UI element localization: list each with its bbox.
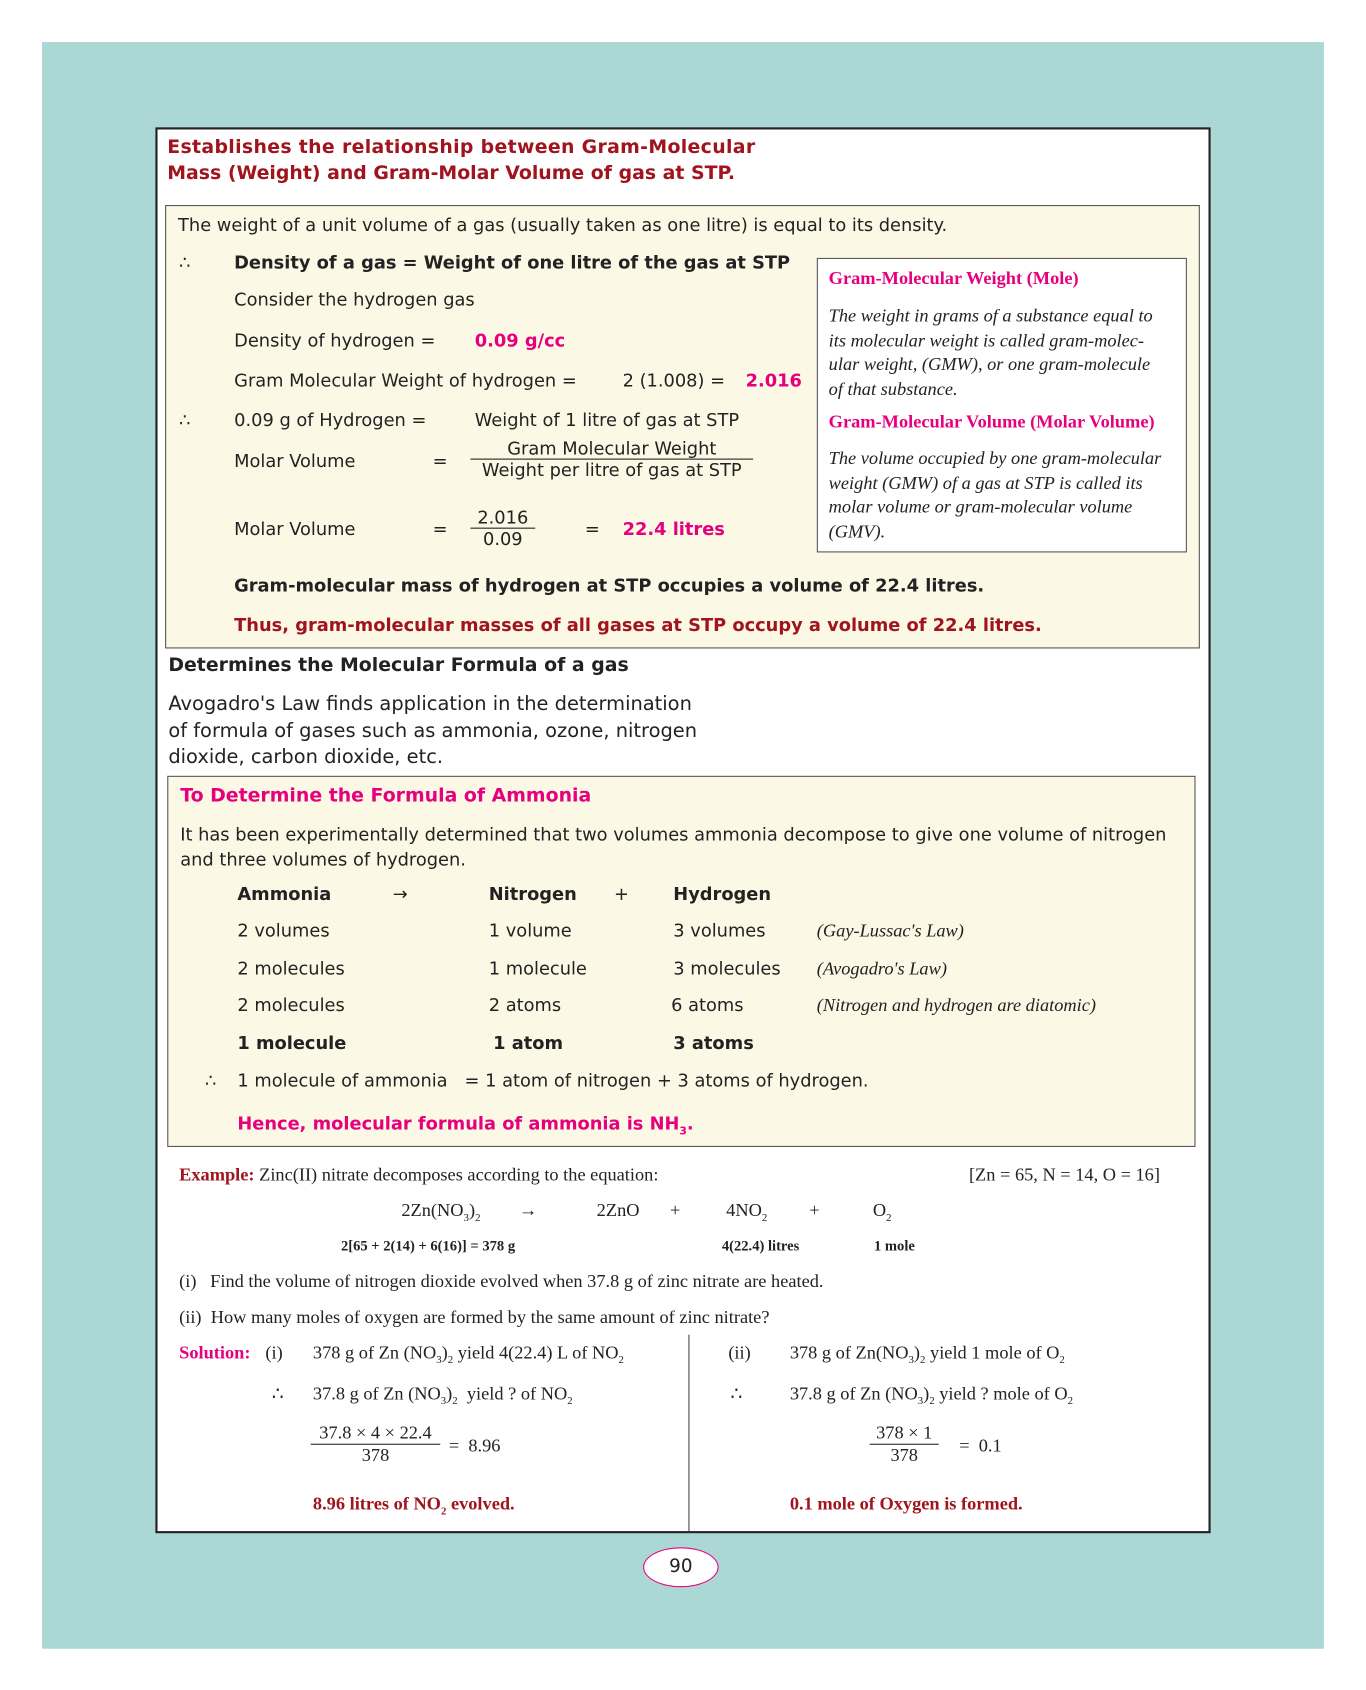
- therefore-symbol: ∴: [179, 410, 191, 431]
- sol-ii-line1: 378 g of $Zn(NO_3)_2$ yield 1 mole of $O_2$: [789, 1342, 1065, 1367]
- reactant: $2Zn(NO_3)_2$: [401, 1199, 481, 1225]
- section-heading-2: Determines the Molecular Formula of a gas: [168, 654, 629, 677]
- equals: =: [432, 518, 448, 540]
- line: molar volume or gram-molecular volume: [828, 496, 1133, 517]
- consider-text: Consider the hydrogen gas: [234, 289, 475, 310]
- conclusion-2: Thus, gram-molecular masses of all gases at STP occupy a volume of 22.4 litres.: [234, 615, 1042, 636]
- text: .: [686, 1113, 694, 1135]
- conclusion-1: Gram-molecular mass of hydrogen at STP occupies a volume of 22.4 litres.: [234, 575, 985, 596]
- sidebox-title-2: Gram-Molecular Volume (Molar Volume): [828, 411, 1155, 432]
- col-ammonia: Ammonia: [237, 883, 332, 905]
- arrow: →: [518, 1199, 538, 1221]
- molar-mass-calc: 2[65 + 2(14) + 6(16)] = 378 g: [340, 1237, 516, 1254]
- cell: 2 molecules: [237, 958, 345, 979]
- g-h-value: Weight of 1 litre of gas at STP: [474, 410, 740, 431]
- equals: =: [432, 451, 448, 472]
- ammonia-intro: [180, 822, 1166, 872]
- ammonia-title: To Determine the Formula of Ammonia: [180, 785, 592, 808]
- therefore-symbol: ∴: [205, 1070, 217, 1091]
- gmw-value: 2.016: [745, 370, 802, 391]
- plus: +: [809, 1199, 820, 1221]
- line: dioxide, carbon dioxide, etc.: [168, 745, 444, 769]
- cell: 3 molecules: [673, 958, 781, 979]
- numerator: 378 × 1: [870, 1422, 939, 1445]
- line: The weight in grams of a substance equal to: [828, 305, 1153, 326]
- plus: +: [613, 883, 629, 905]
- col-nitrogen: Nitrogen: [488, 883, 577, 905]
- no2-volume: 4(22.4) litres: [721, 1237, 800, 1254]
- sol-i-fraction: [311, 1422, 440, 1466]
- molar-volume-fraction: [470, 438, 753, 480]
- cell: 6 atoms: [671, 994, 744, 1016]
- question-1: (i) Find the volume of nitrogen dioxide evolved when 37.8 g of zinc nitrate are heated.: [179, 1271, 824, 1292]
- sidebox-text-2: [829, 447, 1162, 544]
- page-number: 90: [643, 1547, 719, 1587]
- example-label: Example:: [179, 1164, 255, 1185]
- molar-volume-label: Molar Volume: [234, 518, 356, 540]
- sidebox-text-1: [829, 304, 1153, 401]
- line: of formula of gases such as ammonia, ozone, nitrogen: [168, 719, 698, 742]
- denominator: 0.09: [482, 528, 523, 550]
- sol-ii-fraction: [870, 1422, 939, 1466]
- denominator: Weight per litre of gas at STP: [481, 459, 742, 481]
- cell: 3 atoms: [673, 1032, 754, 1054]
- cell: (Gay-Lussac's Law): [816, 920, 964, 941]
- therefore-symbol: ∴: [271, 1383, 284, 1404]
- molar-volume-calc-fraction: [470, 507, 535, 549]
- sol-ii-line2: 37.8 g of Zn $(NO_3)_2$ yield ? mole of $O_2$: [789, 1383, 1073, 1408]
- line: and three volumes of hydrogen.: [180, 849, 466, 870]
- equals: =: [584, 518, 600, 540]
- cell: 3 volumes: [673, 920, 766, 941]
- density-definition: Density of a gas = Weight of one litre of the gas at STP: [234, 252, 791, 273]
- gmw-calc: 2 (1.008) =: [622, 370, 726, 391]
- sol-i-answer: = 8.96: [448, 1435, 501, 1456]
- cell: 2 molecules: [237, 994, 345, 1016]
- arrow: →: [392, 883, 408, 905]
- product-zno: 2ZnO: [596, 1199, 640, 1221]
- plus: +: [670, 1199, 681, 1221]
- example-text: Zinc(II) nitrate decomposes according to the equation:: [259, 1164, 659, 1185]
- line: (GMV).: [828, 520, 886, 542]
- sol-ii-answer: = 0.1: [959, 1435, 1002, 1456]
- molar-volume-label: Molar Volume: [234, 451, 356, 472]
- sidebox-title-1: Gram-Molecular Weight (Mole): [828, 267, 1079, 289]
- gmw-label: Gram Molecular Weight of hydrogen =: [234, 370, 577, 391]
- part-i: (i): [265, 1342, 283, 1363]
- text: Hence, molecular formula of ammonia is NH: [237, 1113, 680, 1135]
- cell: 2 volumes: [237, 920, 330, 941]
- line: The volume occupied by one gram-molecular: [828, 447, 1162, 469]
- line: its molecular weight is called gram-molec-: [828, 329, 1145, 351]
- cell: (Nitrogen and hydrogen are diatomic): [816, 994, 1096, 1016]
- part-ii: (ii): [728, 1342, 751, 1363]
- line: Avogadro's Law finds application in the determination: [168, 692, 692, 716]
- product-o2: $O_2$: [872, 1199, 892, 1225]
- o2-mole: 1 mole: [873, 1237, 915, 1254]
- col-hydrogen: Hydrogen: [673, 883, 772, 905]
- sub: 3: [679, 1125, 687, 1138]
- atomic-masses: [Zn = 65, N = 14, O = 16]: [968, 1164, 1160, 1185]
- intro-text: The weight of a unit volume of a gas (usually taken as one litre) is equal to its density.: [178, 214, 948, 236]
- numerator: 37.8 × 4 × 22.4: [311, 1422, 440, 1445]
- section-heading-line1: Establishes the relationship between Gram-Molecular: [167, 137, 756, 159]
- solution-divider: [688, 1335, 689, 1531]
- sol-i-result: 8.96 litres of $NO_2$ evolved.: [312, 1493, 515, 1518]
- sol-ii-result: 0.1 mole of Oxygen is formed.: [789, 1493, 1023, 1514]
- line: weight (GMW) of a gas at STP is called its: [828, 472, 1143, 493]
- line: of that substance.: [828, 378, 958, 399]
- sol-i-line1: 378 g of Zn $(NO_3)_2$ yield 4(22.4) L of $NO_2$: [312, 1342, 624, 1367]
- question-2: (ii) How many moles of oxygen are formed by the same amount of zinc nitrate?: [179, 1306, 770, 1328]
- cell: 2 atoms: [488, 994, 562, 1016]
- density-h-label: Density of hydrogen =: [234, 330, 436, 351]
- ammonia-formula: [237, 1114, 693, 1138]
- density-h-value: 0.09 g/cc: [474, 330, 566, 351]
- numerator: Gram Molecular Weight: [470, 438, 753, 460]
- molar-volume-value: 22.4 litres: [622, 518, 725, 540]
- numerator: 2.016: [470, 507, 535, 529]
- sol-i-line2: 37.8 g of Zn $(NO_3)_2$ yield ? of $NO_2$: [312, 1383, 573, 1408]
- therefore-symbol: ∴: [730, 1383, 743, 1404]
- cell: (Avogadro's Law): [816, 958, 947, 979]
- ammonia-result: 1 molecule of ammonia = 1 atom of nitrogen + 3 atoms of hydrogen.: [237, 1070, 869, 1091]
- text: evolved.: [450, 1493, 515, 1514]
- denominator: 378: [890, 1444, 918, 1466]
- cell: 1 molecule: [488, 958, 587, 979]
- section-heading-line2: Mass (Weight) and Gram-Molar Volume of gas at STP.: [167, 162, 736, 185]
- g-h-label: 0.09 g of Hydrogen =: [234, 410, 427, 431]
- line: It has been experimentally determined that two volumes ammonia decompose to give one volume of nitrogen: [180, 824, 1167, 845]
- product-no2: $4NO_2$: [726, 1199, 768, 1225]
- avogadro-paragraph: [168, 692, 697, 771]
- cell: 1 molecule: [237, 1032, 347, 1054]
- therefore-symbol: ∴: [179, 252, 191, 273]
- cell: 1 volume: [488, 920, 572, 941]
- cell: 1 atom: [493, 1032, 564, 1054]
- line: ular weight, (GMW), or one gram-molecule: [828, 353, 1151, 375]
- denominator: 378: [361, 1444, 390, 1466]
- solution-label: Solution:: [179, 1342, 251, 1363]
